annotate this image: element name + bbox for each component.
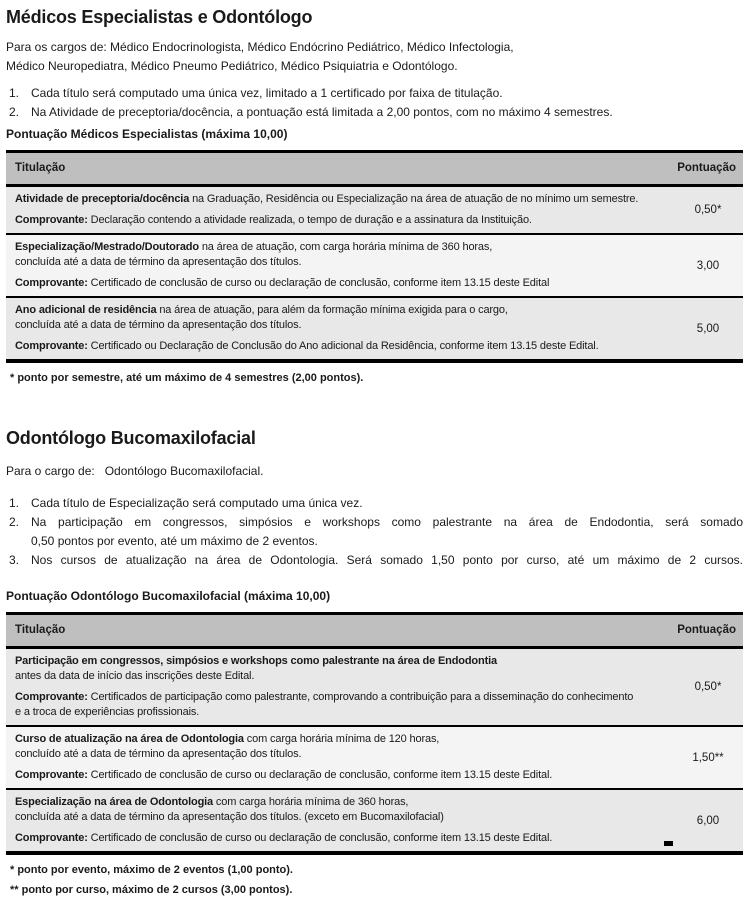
row-score-cell: 3,00 [696, 259, 720, 272]
table-header-row [6, 153, 743, 187]
comprovante-line [15, 213, 671, 228]
bold-segment: Participação em congressos, simpósios e workshops como palestrante na área de Endodontia [15, 655, 497, 667]
table-footnote: * ponto por evento, máximo de 2 eventos (1,00 ponto). [10, 864, 293, 876]
comprovante-line [15, 276, 671, 291]
row-score-cell: 5,00 [696, 322, 720, 335]
paragraph-line: Médico Neuropediatra, Médico Pneumo Pediátrico, Médico Psiquiatria e Odontólogo. [6, 59, 458, 73]
list-item [6, 84, 743, 103]
header-cell-titulacao: Titulação [15, 624, 66, 636]
row-score-cell: 0,50* [694, 681, 722, 693]
table-footnote: ** ponto por curso, máximo de 2 cursos (3,00 pontos). [10, 884, 293, 896]
table-row [6, 233, 743, 296]
row-description-cell [6, 727, 673, 788]
list-item [6, 494, 743, 513]
paragraph-line: Para o cargo de: Odontólogo Bucomaxilofacial. [6, 464, 264, 478]
list-item-text: 0,50 pontos por evento, até um máximo de 2 eventos. [31, 534, 318, 548]
text-segment: antes da data de início das inscrições deste Edital. [15, 670, 255, 682]
text-segment: concluída até a data de término da apresentação dos títulos. [15, 256, 302, 268]
description-line [15, 810, 671, 825]
bold-segment: Comprovante: [15, 214, 88, 226]
row-description-cell [6, 649, 673, 725]
bold-segment: Atividade de preceptoria/docência [15, 193, 190, 205]
list-number: 1. [9, 86, 20, 100]
table-row [6, 187, 743, 233]
table-row [6, 296, 743, 359]
comprovante-line [15, 705, 671, 720]
header-cell-pontuacao: Pontuação [677, 162, 736, 174]
text-segment: Declaração contendo a atividade realizada, o tempo de duração e a assinatura da Instituição. [87, 214, 532, 226]
bold-segment: Especialização/Mestrado/Doutorado [15, 241, 199, 253]
list-number: 3. [9, 553, 20, 567]
comprovante-line [15, 690, 671, 705]
row-description-cell [6, 235, 673, 296]
description-line [15, 255, 671, 270]
row-description-cell [6, 298, 673, 359]
row-score-cell: 0,50* [694, 204, 722, 216]
list-item-text: Na participação em congressos, simpósios e workshops como palestrante na área de Endodontia, será somado [31, 515, 743, 529]
list-item-text: Cada título de Especialização será computado uma única vez. [31, 496, 363, 510]
list-item [6, 513, 743, 551]
header-cell-pontuacao: Pontuação [677, 624, 736, 636]
list-item-text: Nos cursos de atualização na área de Odontologia. Será somado 1,50 ponto por curso, até um máximo de 2 cursos. [31, 553, 743, 567]
section-title: Odontólogo Bucomaxilofacial [6, 428, 256, 448]
text-segment: e a troca de experiências profissionais. [15, 706, 200, 718]
text-segment: Certificados de participação como palestrante, comprovando a contribuição para a disseminação do conhecimento [87, 691, 634, 703]
rules-list [6, 84, 743, 122]
text-segment: com carga horária mínima de 120 horas, [243, 733, 440, 745]
text-segment: na Graduação, Residência ou Especialização na área de atuação de no mínimo um semestre. [189, 193, 639, 205]
score-table-odontologo [6, 612, 743, 855]
list-number: 2. [9, 105, 20, 119]
rules-list [6, 494, 743, 570]
text-segment: na área de atuação, com carga horária mínima de 360 horas, [198, 241, 493, 253]
table-header-row [6, 615, 743, 649]
row-description-cell [6, 790, 673, 851]
section-medicos-especialistas [6, 6, 743, 385]
text-segment: concluído até a data de término da apresentação dos títulos. [15, 748, 302, 760]
text-segment: com carga horária mínima de 360 horas, [213, 796, 409, 808]
text-segment: Certificado de conclusão de curso ou declaração de conclusão, conforme item 13.15 deste Edital. [87, 832, 553, 844]
table-row [6, 788, 743, 851]
header-cell-titulacao: Titulação [15, 162, 66, 174]
list-number: 2. [9, 515, 20, 529]
description-line [15, 795, 671, 810]
paragraph-line: Para os cargos de: Médico Endocrinologista, Médico Endócrino Pediátrico, Médico Infectologia, [6, 40, 514, 54]
description-line [15, 654, 671, 669]
description-line [15, 318, 671, 333]
intro-paragraph [6, 462, 743, 481]
table-caption: Pontuação Odontólogo Bucomaxilofacial (máxima 10,00) [6, 589, 331, 603]
bold-segment: Curso de atualização na área de Odontologia [15, 733, 244, 745]
bold-segment: Comprovante: [15, 832, 88, 844]
section-title: Médicos Especialistas e Odontólogo [6, 7, 313, 27]
text-segment: Certificado de conclusão de curso ou declaração de conclusão, conforme item 13.15 deste Edital [87, 277, 550, 289]
comprovante-line [15, 831, 671, 846]
comprovante-line [15, 768, 671, 783]
comprovante-line [15, 339, 671, 354]
cursor-artifact-mark [664, 841, 673, 846]
row-score-cell: 6,00 [696, 814, 720, 827]
bold-segment: Comprovante: [15, 277, 88, 289]
list-item [6, 103, 743, 122]
score-table-medicos [6, 150, 743, 363]
list-item-text: Cada título será computado uma única vez, limitado a 1 certificado por faixa de titulação. [31, 86, 503, 100]
bold-segment: Comprovante: [15, 691, 88, 703]
text-segment: concluída até a data de término da apresentação dos títulos. [15, 319, 302, 331]
description-line [15, 747, 671, 762]
text-segment: concluída até a data de término da apresentação dos títulos. (exceto em Bucomaxilofacial) [15, 811, 444, 823]
text-segment: Certificado ou Declaração de Conclusão do Ano adicional da Residência, conforme item 13.15 deste Edital. [87, 340, 599, 352]
table-footnote: * ponto por semestre, até um máximo de 4 semestres (2,00 pontos). [10, 372, 364, 384]
description-line [15, 240, 671, 255]
row-score-cell: 1,50** [692, 751, 724, 764]
description-line [15, 669, 671, 684]
row-description-cell [6, 187, 673, 233]
text-segment: na área de atuação, para além da formação mínima exigida para o cargo, [156, 304, 508, 316]
list-item-text: Na Atividade de preceptoria/docência, a pontuação está limitada a 2,00 pontos, com no máximo 4 semestres. [31, 105, 613, 119]
table-row [6, 725, 743, 788]
list-number: 1. [9, 496, 20, 510]
section-odontologo-bucomaxilofacial [6, 427, 743, 897]
bold-segment: Especialização na área de Odontologia [15, 796, 214, 808]
list-item [6, 551, 743, 570]
description-line [15, 732, 671, 747]
description-line [15, 303, 671, 318]
bold-segment: Ano adicional de residência [15, 304, 157, 316]
text-segment: Certificado de conclusão de curso ou declaração de conclusão, conforme item 13.15 deste Edital. [87, 769, 553, 781]
intro-paragraph [6, 38, 743, 76]
table-caption: Pontuação Médicos Especialistas (máxima 10,00) [6, 127, 288, 141]
table-row [6, 649, 743, 725]
bold-segment: Comprovante: [15, 769, 88, 781]
bold-segment: Comprovante: [15, 340, 88, 352]
description-line [15, 192, 671, 207]
